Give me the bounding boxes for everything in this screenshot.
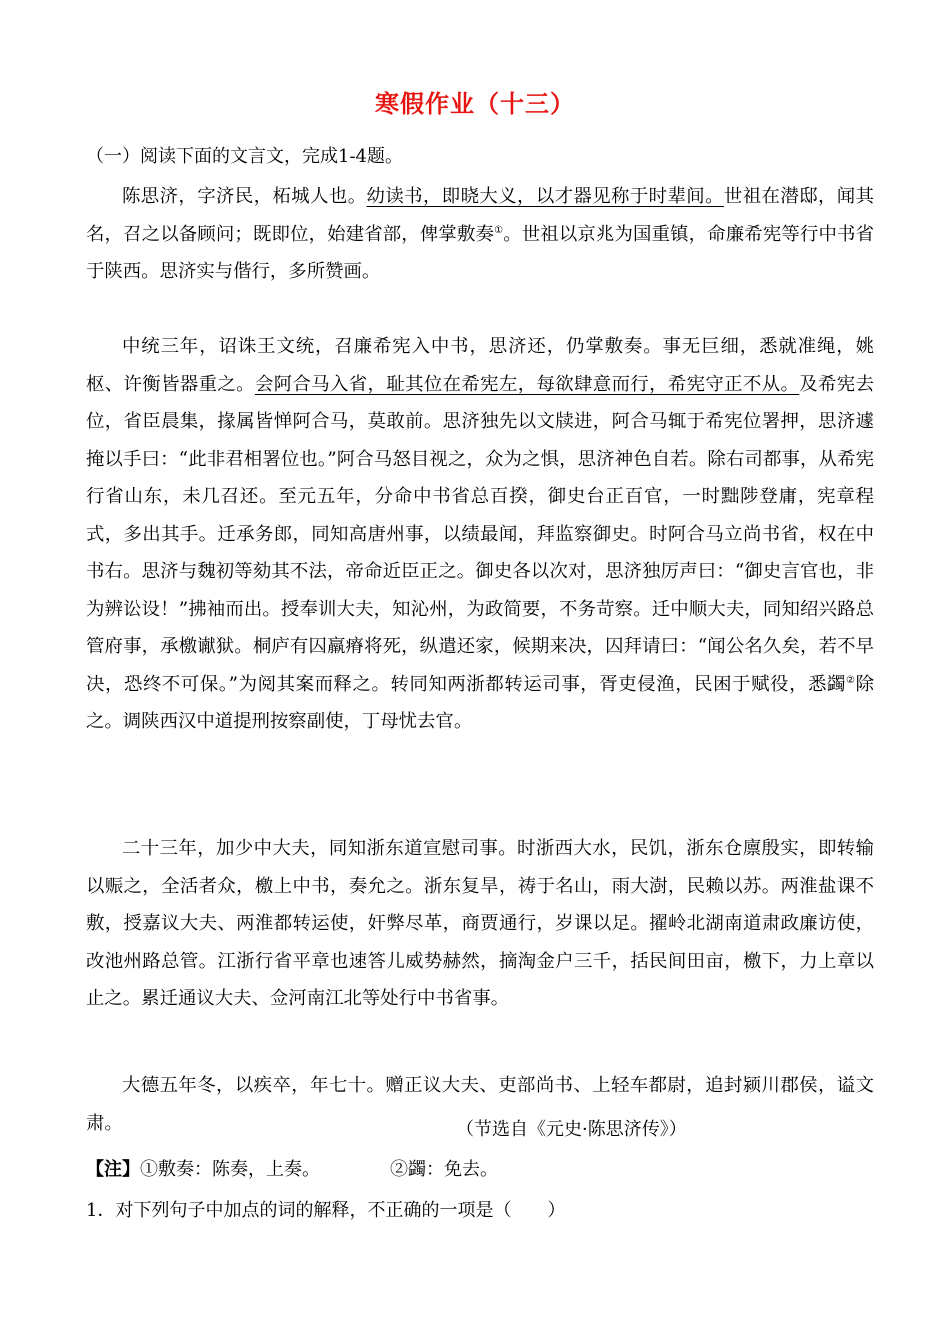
paragraph-2 xyxy=(86,328,874,741)
page-title: 寒假作业（十三） xyxy=(375,90,575,118)
p2-text-c: 除之。调陕西汉中道提刑按察副使，丁母忧去官。 xyxy=(86,673,875,732)
p2-text-b: 及希宪去位，省臣晨集，掾属皆惮阿合马，莫敢前。思济独先以文牍进，阿合马辄于希宪位署押，思济遽掩以手曰：“此非君相署位也。”阿合马怒目视之，众为之惧，思济神色自若。除右司都事，从希宪行省山东，未几召还。至元五年，分命中书省总百揆，御史台正百官，一时黜陟登庸，宪章程式，多出其手。迁承务郎，同知高唐州事，以绩最闻，拜监察御史。时阿合马立尚书省，权在中书右。思济与魏初等劾其不法，帝命近臣正之。御史各以次对，思济独厉声曰：“御史言官也，非为辨讼设！”拂袖而出。授奉训大夫，知沁州，为政简要，不务苛察。迁中顺大夫，同知绍兴路总管府事，承檄谳狱。桐庐有囚羸瘠将死，纵遣还家，候期来决，囚拜请曰：“闻公名久矣，若不早决，恐终不可保。”为阅其案而释之。转同知两浙都转运司事，胥吏侵渔，民困于赋役，悉蠲 xyxy=(86,373,874,695)
paragraph-4: 大德五年冬，以疾卒，年七十。赠正议大夫、吏部尚书、上轻车都尉，追封颍川郡侯，谥文肃。 xyxy=(86,1075,874,1134)
p2-underlined-sentence: 会阿合马入省，耻其位在希宪左，每欲肆意而行，希宪守正不从。 xyxy=(254,373,800,395)
p2-text-a: 中统三年，诏诛王文统，召廉希宪入中书，思济还，仍掌敷奏。事无巨细，悉就准绳，姚枢、许衡皆器重之。 xyxy=(86,336,874,395)
paragraph-3: 二十三年，加少中大夫，同知浙东道宣慰司事。时浙西大水，民饥，浙东仓廪殷实，即转输以赈之，全活者众，檄上中书，奏允之。浙东复旱，祷于名山，雨大澍，民赖以苏。两淮盐课不敷，授嘉议大夫、两淮都转运使，奸弊尽革，商贾通行，岁课以足。擢岭北湖南道肃政廉访使，改池州路总管。江浙行省平章也速答儿威势赫然，摘淘金户三千，括民间田亩，檄下，力上章以止之。累迁通议大夫、佥河南江北等处行中书省事。 xyxy=(86,838,874,1009)
question-1: 1．对下列句子中加点的词的解释，不正确的一项是（ ） xyxy=(86,1200,566,1221)
paragraph-1 xyxy=(86,178,874,291)
note-1: ①敷奏：陈奏，上奏。 xyxy=(140,1159,320,1180)
section-intro: （一）阅读下面的文言文，完成1-4题。 xyxy=(86,146,403,167)
p1-text-a: 陈思济，字济民，柘城人也。 xyxy=(122,186,367,207)
note-2: ②蠲：免去。 xyxy=(390,1159,498,1180)
notes-label: 【注】 xyxy=(86,1159,140,1180)
source-citation: （节选自《元史·陈思济传》） xyxy=(456,1119,687,1140)
footnotes xyxy=(86,1157,498,1183)
p1-text-c: 。世祖以京兆为国重镇，命廉希宪等行中书省于陕西。思济实与偕行，多所赞画。 xyxy=(86,223,874,282)
p1-text-b: 世祖在潜邸，闻其名，召之以备顾问；既即位，始建省部，俾掌敷奏 xyxy=(86,186,874,245)
footnote-marker-2: ② xyxy=(846,674,856,686)
footnote-marker-1: ① xyxy=(494,224,504,236)
p1-underlined-sentence: 幼读书，即晓大义，以才器见称于时辈间。 xyxy=(366,186,724,207)
